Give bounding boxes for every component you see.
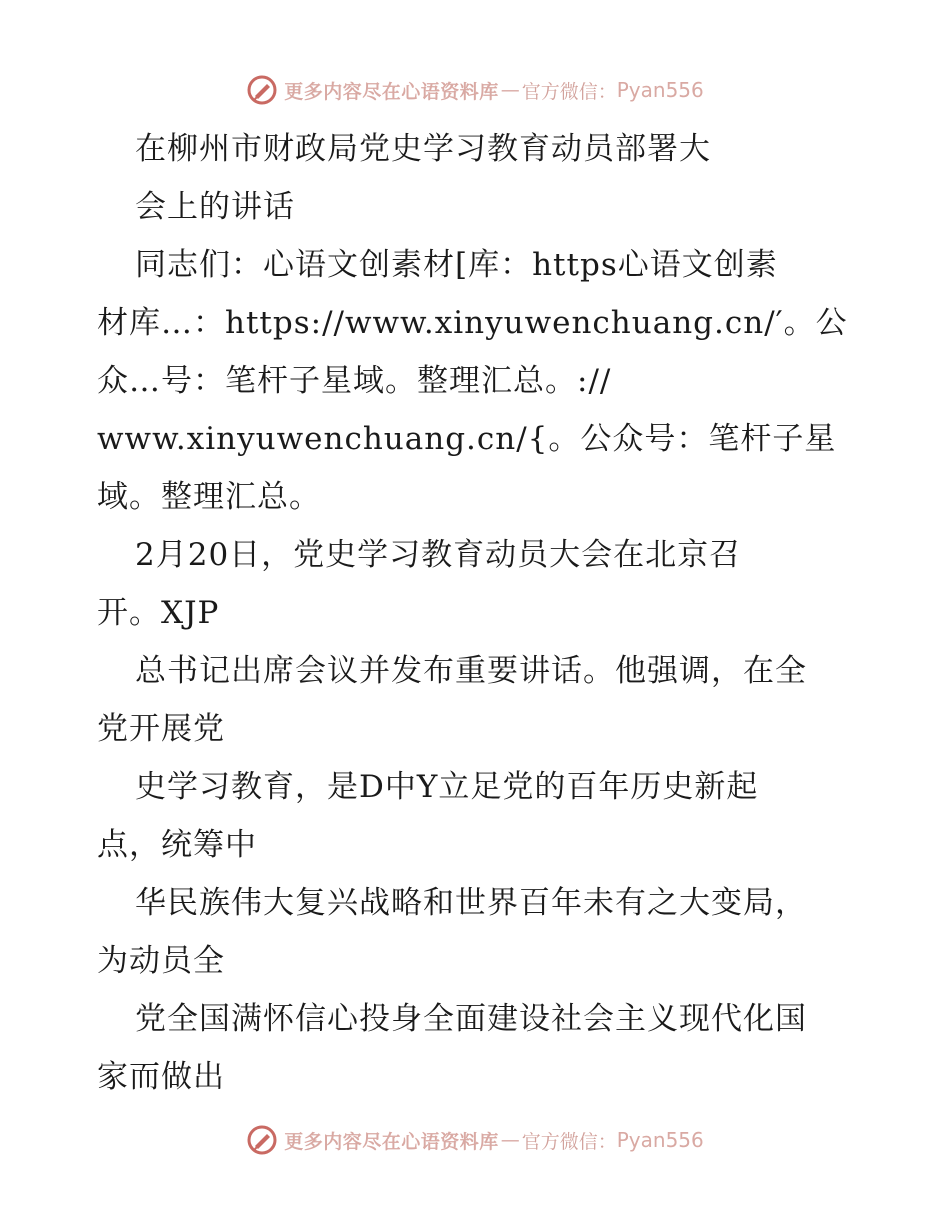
title-line-1: 在柳州市财政局党史学习教育动员部署大 xyxy=(135,131,711,167)
paragraph-line: 2月20日，党史学习教育动员大会在北京召 xyxy=(135,537,742,573)
banner-label: 官方微信： xyxy=(521,80,617,103)
pen-logo-icon xyxy=(246,74,278,106)
paragraph-line: www.xinyuwenchuang.cn/{。公众号：笔杆子星 xyxy=(97,421,837,457)
footer-banner xyxy=(0,1120,950,1160)
title-line-2: 会上的讲话 xyxy=(135,189,295,225)
banner-separator: — xyxy=(500,1129,520,1151)
paragraph-line: 总书记出席会议并发布重要讲话。他强调，在全 xyxy=(135,653,807,689)
banner-separator: — xyxy=(500,79,520,101)
banner-wechat-id: Pyan556 xyxy=(616,78,704,102)
paragraph-line: 华民族伟大复兴战略和世界百年未有之大变局， xyxy=(135,885,807,921)
paragraph-line: 党开展党 xyxy=(97,711,225,747)
document-body xyxy=(97,120,877,1106)
banner-label: 官方微信： xyxy=(521,1130,617,1153)
banner-text: 更多内容尽在心语资料库 xyxy=(284,80,499,103)
paragraph-line: 材库…：https://www.xinyuwenchuang.cn/′。公 xyxy=(97,305,848,341)
paragraph-line: 点，统筹中 xyxy=(97,827,257,863)
banner-text: 更多内容尽在心语资料库 xyxy=(284,1130,499,1153)
paragraph-line: 为动员全 xyxy=(97,943,225,979)
paragraph-line: 史学习教育，是D中Y立足党的百年历史新起 xyxy=(135,769,759,805)
paragraph-line: 开。XJP xyxy=(97,595,220,631)
paragraph-line: 同志们：心语文创素材[库：https心语文创素 xyxy=(135,247,778,283)
paragraph-line: 域。整理汇总。 xyxy=(97,479,321,515)
paragraph-line: 众…号：笔杆子星域。整理汇总。:// xyxy=(97,363,612,399)
paragraph-line: 家而做出 xyxy=(97,1059,225,1095)
header-banner xyxy=(0,70,950,110)
pen-logo-icon xyxy=(246,1124,278,1156)
paragraph-line: 党全国满怀信心投身全面建设社会主义现代化国 xyxy=(135,1001,807,1037)
banner-wechat-id: Pyan556 xyxy=(616,1128,704,1152)
